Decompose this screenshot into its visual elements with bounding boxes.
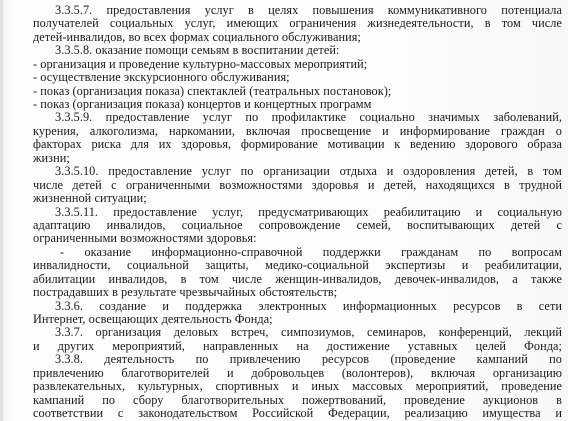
scan-edge — [0, 0, 3, 421]
document-line: получателей социальных услуг, имеющих ограничения жизнедеятельности, в том числе — [33, 16, 562, 31]
document-line: жизни; — [33, 150, 70, 165]
document-line: и других мероприятий, направленных на достижение уставных целей Фонда; — [33, 338, 562, 353]
document-line: соответствии с законодательством Российской Федерации, реализацию имущества и — [33, 406, 562, 420]
document-line: 3.3.7. организация деловых встреч, симпозиумов, семинаров, конференций, лекций — [55, 325, 562, 340]
document-line: - оказание информационно-справочной поддержки гражданам по вопросам — [60, 244, 562, 259]
document-line: детей-инвалидов, во всех формах социального обслуживания; — [33, 29, 361, 44]
document-line: инвалидности, социальной защиты, медико-социальной экспертизы и реабилитации, — [33, 258, 562, 273]
document-line: 3.3.5.10. предоставление услуг по организации отдыха и оздоровления детей, в том — [55, 164, 562, 179]
document-line: кампаний по сбору благотворительных пожертвований, проведение аукционов в — [33, 392, 562, 407]
document-line: курения, алкоголизма, наркомании, включая просвещение и информирование граждан о — [33, 123, 562, 138]
document-line: 3.3.5.7. предоставления услуг в целях повышения коммуникативного потенциала — [55, 3, 562, 17]
document-line: - осуществление экскурсионного обслуживания; — [33, 70, 290, 85]
document-line: 3.3.5.8. оказание помощи семьям в воспитании детей: — [55, 43, 340, 58]
document-line: факторах риска для их здоровья, формирование мотивации к ведению здорового образа — [33, 137, 562, 152]
document-line: - показ (организация показа) спектаклей (театральных постановок); — [33, 83, 392, 98]
document-line: 3.3.8. деятельность по привлечению ресурсов (проведение кампаний по — [55, 352, 562, 367]
document-line: числе детей с ограниченными возможностями здоровья и детей, находящихся в трудной — [33, 177, 562, 192]
document-line: ограниченными возможностями здоровья: — [33, 231, 257, 246]
document-line: жизненной ситуации; — [33, 191, 147, 206]
document-line: 3.3.5.11. предоставление услуг, предусматривающих реабилитацию и социальную — [55, 204, 562, 219]
document-line: пострадавших в результате чрезвычайных обстоятельств; — [33, 285, 338, 300]
document-line: 3.3.6. создание и поддержка электронных информационных ресурсов в сети — [55, 298, 562, 313]
document-line: развлекательных, культурных, спортивных и иных массовых мероприятий, проведение — [33, 379, 562, 394]
document-line: - организация и проведение культурно-массовых мероприятий; — [33, 56, 368, 71]
document-line: 3.3.5.9. предоставление услуг по профилактике социально значимых заболеваний, — [55, 110, 562, 125]
document-line: абилитации инвалидов, в том числе женщин-инвалидов, девочек-инвалидов, а также — [33, 271, 562, 286]
document-line: Интернет, освещающих деятельность Фонда; — [33, 311, 273, 326]
document-line: адаптацию инвалидов, социальное сопровождение семей, воспитывающих детей с — [33, 217, 562, 232]
document-line: привлечению благотворителей и добровольцев (волонтеров), включая организацию — [33, 365, 562, 380]
document-line: - показ (организация показа) концертов и концертных программ — [33, 97, 372, 112]
